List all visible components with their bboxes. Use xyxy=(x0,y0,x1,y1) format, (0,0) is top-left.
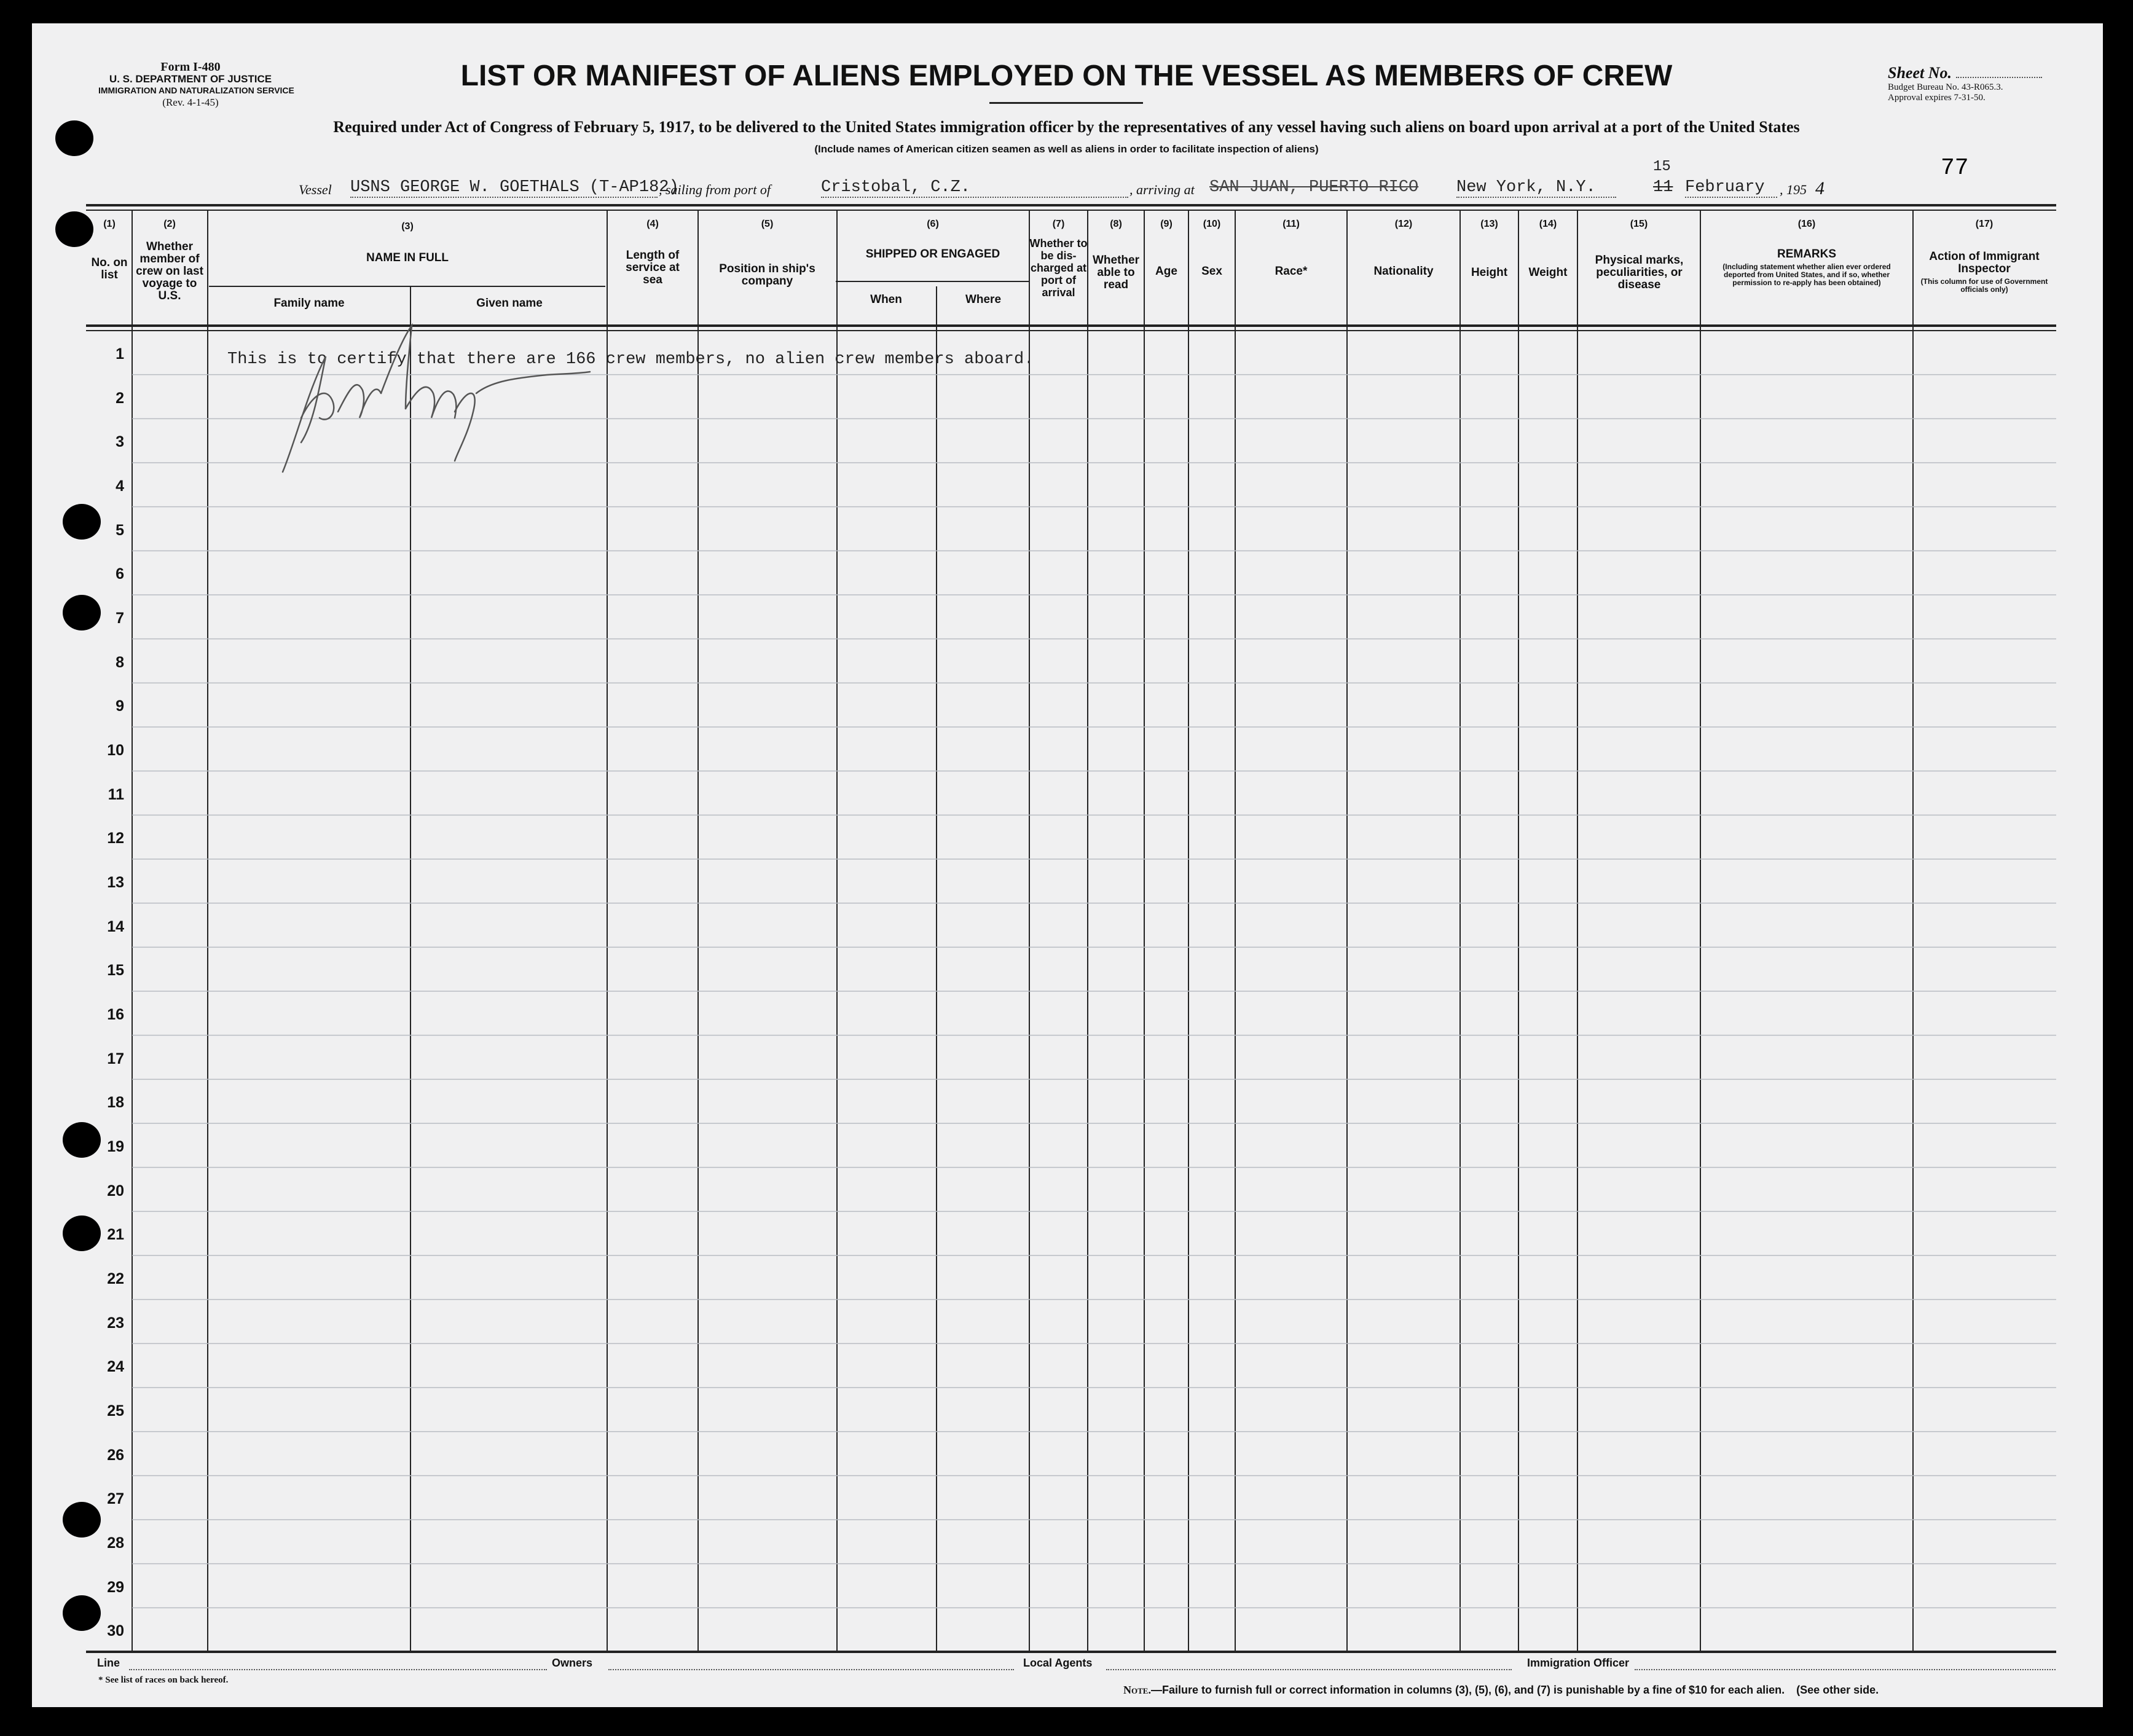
service: IMMIGRATION AND NATURALIZATION SERVICE xyxy=(98,85,294,95)
arrival-month: February xyxy=(1685,178,1777,198)
sailing-label: , sailing from port of xyxy=(659,182,771,197)
day-struck: 11 xyxy=(1653,178,1673,197)
row-number: 24 xyxy=(107,1358,124,1376)
col-9-number: (9) xyxy=(1160,219,1173,229)
col-12-number: (12) xyxy=(1394,219,1413,229)
col-8-number: (8) xyxy=(1110,219,1122,229)
row-number: 13 xyxy=(107,874,124,891)
col-12-label: Nationality xyxy=(1373,265,1434,278)
row-number: 23 xyxy=(107,1314,124,1332)
page-title: LIST OR MANIFEST OF ALIENS EMPLOYED ON THE VESSEL AS MEMBERS OF CREW xyxy=(460,60,1673,92)
col-3-number: (3) xyxy=(401,221,414,232)
row-number: 28 xyxy=(107,1534,124,1552)
col-13-label: Height xyxy=(1471,266,1508,279)
row-number: 14 xyxy=(107,917,124,935)
footer-line-label: Line xyxy=(97,1657,120,1669)
vessel-label: Vessel xyxy=(299,182,332,197)
col-17-number: (17) xyxy=(1975,219,1994,229)
row-number: 11 xyxy=(108,785,124,803)
year-printed: , 195 xyxy=(1780,182,1807,197)
footer-officer-label: Immigration Officer xyxy=(1527,1657,1630,1669)
certification-text: This is to certify that there are 166 crew members, no alien crew members aboard. xyxy=(227,350,1034,369)
row-number: 30 xyxy=(107,1622,124,1640)
row-number: 5 xyxy=(116,521,124,539)
row-number: 16 xyxy=(107,1006,124,1023)
row-number: 22 xyxy=(107,1270,124,1287)
col-6-when: When xyxy=(870,293,902,306)
agents-field xyxy=(1106,1669,1512,1670)
sheet-number-label: Sheet No. xyxy=(1888,64,2042,82)
col-1-number: (1) xyxy=(103,219,116,229)
form-number: Form I-480 xyxy=(160,60,221,74)
struck-port: SAN JUAN, PUERTO RICO xyxy=(1209,178,1419,197)
page-number: 77 xyxy=(1941,155,1969,181)
col-5-label: Position in ship's company xyxy=(719,262,815,288)
footer-agents-label: Local Agents xyxy=(1023,1657,1093,1669)
row-number: 25 xyxy=(107,1402,124,1420)
col-6-where: Where xyxy=(965,293,1002,306)
sailing-port: Cristobal, C.Z. xyxy=(821,178,1128,198)
approval-date: Approval expires 7-31-50. xyxy=(1888,93,1986,103)
arriving-label: , arriving at xyxy=(1129,182,1195,197)
col-6-label: SHIPPED OR ENGAGED xyxy=(865,248,1000,261)
col-4-label: Length of service at sea xyxy=(626,249,680,286)
col-6-number: (6) xyxy=(927,219,939,229)
row-number: 1 xyxy=(116,345,124,363)
row-number: 15 xyxy=(107,962,124,980)
row-number: 8 xyxy=(116,653,124,671)
row-number: 6 xyxy=(116,565,124,583)
row-number: 10 xyxy=(107,742,124,759)
col-10-number: (10) xyxy=(1203,219,1221,229)
col-16-note: (Including statement whether alien ever ordered deported from United States, and if so, whether permission to re-apply has been obtained) xyxy=(1723,262,1891,287)
include-note: (Include names of American citizen seamen as well as aliens in order to facilitate inspection of aliens) xyxy=(814,143,1319,155)
col-5-number: (5) xyxy=(761,219,774,229)
col-2-label: Whether member of crew on last voyage to U.S. xyxy=(136,240,203,302)
row-number: 9 xyxy=(116,697,124,715)
col-3-given: Given name xyxy=(476,297,543,310)
row-number: 21 xyxy=(107,1226,124,1244)
row-number: 2 xyxy=(116,389,124,407)
col-15-label: Physical marks, peculiarities, or disease xyxy=(1595,254,1684,291)
requirement-text: Required under Act of Congress of February 5, 1917, to be delivered to the United States immigration officer by the representatives of any vessel having such aliens on board upon arrival at a port of the United States xyxy=(333,118,1800,136)
line-field xyxy=(129,1669,547,1670)
penalty-note: Note.—Failure to furnish full or correct information in columns (3), (5), (6), and (7) is punishable by a fine of $10 for each alien. (See other side. xyxy=(1123,1684,1879,1696)
col-11-label: Race* xyxy=(1275,265,1308,278)
col-17-note: (This column for use of Government officials only) xyxy=(1920,277,2048,294)
row-number: 7 xyxy=(116,610,124,627)
footer-owners-label: Owners xyxy=(552,1657,593,1669)
row-number: 17 xyxy=(107,1050,124,1067)
officer-field xyxy=(1635,1669,2056,1670)
col-7-number: (7) xyxy=(1052,219,1065,229)
col-8-label: Whether able to read xyxy=(1093,254,1139,291)
row-number: 12 xyxy=(107,830,124,847)
day-corrected: 15 xyxy=(1653,159,1671,175)
col-15-number: (15) xyxy=(1630,219,1648,229)
col-10-label: Sex xyxy=(1201,265,1222,278)
col-9-label: Age xyxy=(1155,265,1177,278)
vessel-name: USNS GEORGE W. GOETHALS (T-AP182) xyxy=(350,178,679,197)
col-3-label: NAME IN FULL xyxy=(366,251,449,264)
col-7-label: Whether to be dis-charged at port of arrival xyxy=(1029,237,1088,299)
col-14-number: (14) xyxy=(1539,219,1557,229)
col-2-number: (2) xyxy=(163,219,176,229)
row-number: 26 xyxy=(107,1446,124,1464)
budget-number: Budget Bureau No. 43-R065.3. xyxy=(1888,82,2003,92)
col-17-label: Action of Immigrant Inspector xyxy=(1929,250,2040,275)
row-number: 20 xyxy=(107,1182,124,1200)
col-3-family: Family name xyxy=(273,297,345,310)
owners-field xyxy=(608,1669,1014,1670)
row-number: 29 xyxy=(107,1578,124,1596)
races-note: * See list of races on back hereof. xyxy=(98,1675,229,1685)
year-digit: 4 xyxy=(1815,178,1825,198)
department: U. S. DEPARTMENT OF JUSTICE xyxy=(109,73,272,85)
row-number: 3 xyxy=(116,433,124,451)
row-number: 27 xyxy=(107,1490,124,1508)
row-number: 19 xyxy=(107,1138,124,1155)
signature xyxy=(258,320,602,479)
col-16-number: (16) xyxy=(1797,219,1816,229)
row-number: 18 xyxy=(107,1094,124,1112)
col-14-label: Weight xyxy=(1528,266,1568,279)
col-13-number: (13) xyxy=(1480,219,1498,229)
col-16-label: REMARKS xyxy=(1777,248,1837,261)
col-4-number: (4) xyxy=(646,219,659,229)
revision: (Rev. 4-1-45) xyxy=(162,96,219,108)
col-1-label: No. on list xyxy=(91,256,128,281)
arrival-port: New York, N.Y. xyxy=(1456,178,1616,198)
row-number: 4 xyxy=(116,477,124,495)
col-11-number: (11) xyxy=(1283,219,1300,229)
